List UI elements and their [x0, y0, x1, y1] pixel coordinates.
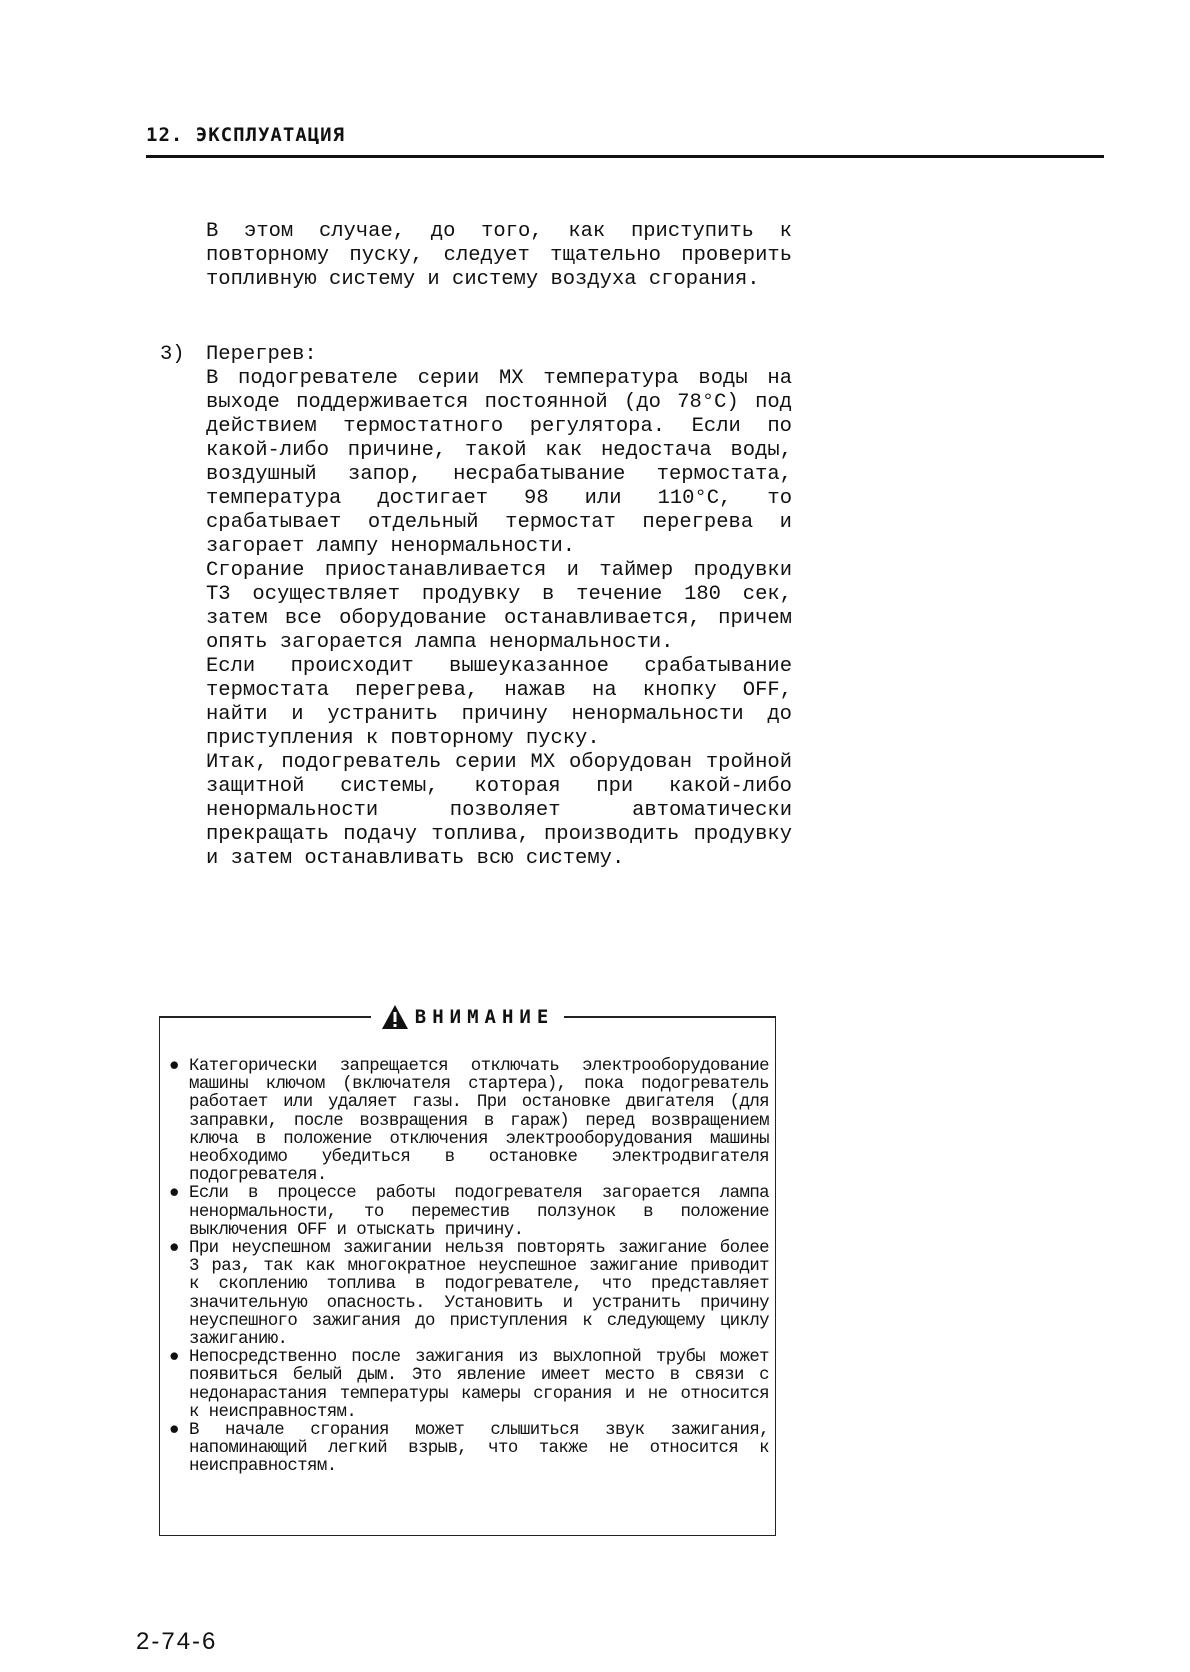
bullet-icon: ● — [169, 1057, 179, 1076]
bullet-icon: ● — [169, 1239, 179, 1259]
caution-item — [167, 1349, 769, 1422]
caution-item-text: При неуспешном зажигании нельзя повторять зажигание более 3 раз, так как многократное неуспешное зажигание приводит к скоплению топлива в подогревателе, что представляет значительную опасность. Установить и устранить причину неуспешного зажигания до приступления к следующему циклу зажиганию. — [189, 1239, 769, 1350]
intro-paragraph: В этом случае, до того, как приступить к повторному пуску, следует тщательно проверить топливную систему и систему воздуха сгорания. — [206, 220, 792, 291]
caution-list — [167, 1058, 769, 1477]
header-rule — [146, 155, 1104, 158]
caution-rule-left — [159, 1016, 371, 1018]
caution-rule-right — [564, 1016, 776, 1018]
caution-item-text: Непосредственно после зажигания из выхлопной трубы может появиться белый дым. Это явление имеет место в связи с недонарастания температуры камеры сгорания и не относится к неисправностям. — [189, 1348, 769, 1422]
page-number: 2-74-6 — [136, 1628, 218, 1655]
section-paragraph: Сгорание приостанавливается и таймер продувки Т3 осуществляет продувку в течение 180 сек, затем все оборудование останавливается, причем опять загорается лампа ненормальности. — [206, 559, 792, 654]
caution-label-text: ВНИМАНИЕ — [414, 1006, 555, 1028]
caution-item-text: В начале сгорания может слышиться звук зажигания, напоминающий легкий взрыв, что также не относится к неисправностям. — [189, 1421, 769, 1477]
section-overheat — [206, 343, 792, 871]
caution-item — [167, 1422, 769, 1477]
page-header-title: 12. ЭКСПЛУАТАЦИЯ — [146, 124, 346, 146]
caution-item — [167, 1185, 769, 1240]
warning-triangle-icon — [381, 1004, 409, 1030]
section-number: 3) — [160, 343, 185, 366]
caution-item — [167, 1240, 769, 1349]
caution-header — [159, 1004, 776, 1030]
bullet-icon: ● — [169, 1421, 179, 1441]
bullet-icon: ● — [169, 1348, 179, 1368]
caution-item — [167, 1058, 769, 1185]
section-title: Перегрев: — [206, 343, 317, 366]
bullet-icon: ● — [169, 1184, 179, 1204]
caution-item-text: Если в процессе работы подогревателя загорается лампа ненормальности, то переместив ползунок в положение выключения OFF и отыскать причину. — [189, 1184, 769, 1240]
section-paragraph: Итак, подогреватель серии МХ оборудован тройной защитной системы, которая при какой-либо ненормальности позволяет автоматически прекращать подачу топлива, производить продувку и затем останавливать всю систему. — [206, 751, 792, 870]
section-paragraph: Если происходит вышеуказанное срабатывание термостата перегрева, нажав на кнопку OFF, найти и устранить причину ненормальности до приступления к повторному пуску. — [206, 655, 792, 750]
caution-label — [371, 1004, 565, 1030]
section-paragraph: В подогревателе серии МХ температура воды на выходе поддерживается постоянной (до 78°С) под действием термостатного регулятора. Если по какой-либо причине, такой как недостача воды, воздушный запор, несрабатывание термостата, температура достигает 98 или 110°С, то срабатывает отдельный термостат перегрева и загорает лампу ненормальности. — [206, 367, 792, 558]
caution-item-text: Категорически запрещается отключать электрооборудование машины ключом (включателя стартера), пока подогреватель работает или удаляет газы. При остановке двигателя (для заправки, после возвращения в гараж) перед возвращением ключа в положение отключения электрооборудования машины необходимо убедиться в остановке электродвигателя подогревателя. — [189, 1057, 769, 1186]
